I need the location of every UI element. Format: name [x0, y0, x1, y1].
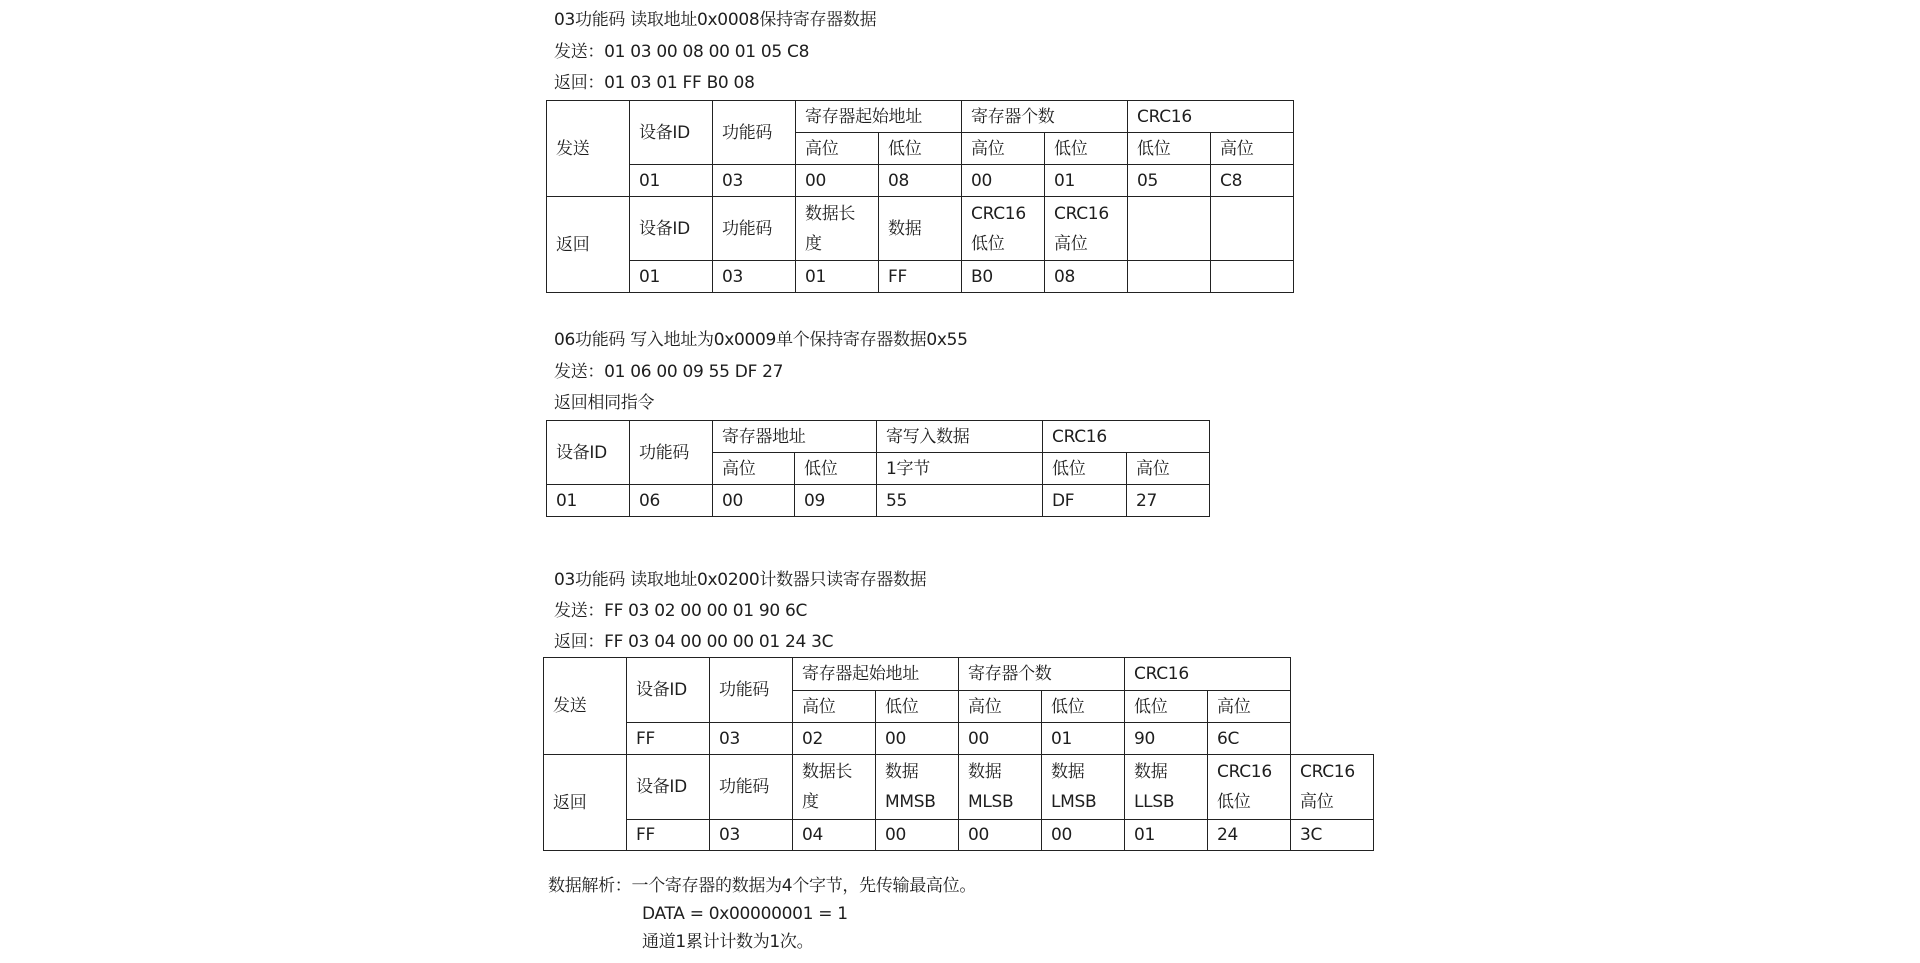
return-header-data-llsb: [1125, 755, 1208, 820]
send-value: 01: [1045, 165, 1128, 197]
return-value: 03: [713, 261, 796, 293]
return-value: 08: [1045, 261, 1128, 293]
subheader-low: 低位: [1043, 453, 1127, 485]
return-header-data-mmsb: [876, 755, 959, 820]
header-line: 低位: [1217, 792, 1251, 812]
return-header-device-id: 设备ID: [630, 197, 713, 261]
section2-send-line: 发送：01 06 00 09 55 DF 27: [554, 362, 784, 382]
header-device-id: 设备ID: [547, 421, 630, 485]
return-value: FF: [879, 261, 962, 293]
subheader-high: 高位: [713, 453, 795, 485]
header-line: CRC16: [971, 203, 1026, 224]
send-value: 03: [710, 723, 793, 755]
send-value: FF: [627, 723, 710, 755]
return-header-crc-high: [1291, 755, 1374, 820]
header-line: 低位: [971, 233, 1005, 254]
return-value: FF: [627, 820, 710, 851]
header-function-code: 功能码: [713, 101, 796, 165]
subheader-one-byte: 1字节: [877, 453, 1043, 485]
header-register-count: 寄存器个数: [959, 658, 1125, 691]
subheader-low: 低位: [1042, 691, 1125, 723]
header-line: 高位: [1300, 792, 1334, 812]
return-value: 00: [876, 820, 959, 851]
header-device-id: 设备ID: [627, 658, 710, 723]
header-line: CRC16: [1300, 762, 1355, 782]
send-value: 05: [1128, 165, 1211, 197]
return-header-data-lmsb: [1042, 755, 1125, 820]
empty-cell: [1128, 197, 1211, 261]
subheader-low: 低位: [876, 691, 959, 723]
send-label: 发送: [547, 101, 630, 197]
header-crc16: CRC16: [1043, 421, 1210, 453]
empty-space: [1291, 658, 1374, 755]
header-line: 数据长: [802, 762, 853, 782]
header-line: 数据: [1134, 762, 1168, 782]
analysis-label: 数据解析：: [548, 876, 632, 896]
subheader-high: 高位: [1208, 691, 1291, 723]
return-label: 返回: [544, 755, 627, 851]
header-crc16: CRC16: [1125, 658, 1291, 691]
section3-title: 03功能码 读取地址0x0200计数器只读寄存器数据: [554, 570, 927, 590]
subheader-low: 低位: [1125, 691, 1208, 723]
return-value: 04: [793, 820, 876, 851]
send-value: 6C: [1208, 723, 1291, 755]
subheader-high: 高位: [962, 133, 1045, 165]
send-label: 发送: [544, 658, 627, 755]
send-value: 08: [879, 165, 962, 197]
header-line: CRC16: [1054, 203, 1109, 224]
return-value: 00: [959, 820, 1042, 851]
send-value: 00: [962, 165, 1045, 197]
subheader-high: 高位: [796, 133, 879, 165]
header-line: 数据: [1051, 762, 1085, 782]
return-header-crc-low: [962, 197, 1045, 261]
header-start-address: 寄存器起始地址: [793, 658, 959, 691]
section2-return-line: 返回相同指令: [554, 393, 655, 413]
send-value: 90: [1125, 723, 1208, 755]
subheader-low: 低位: [1128, 133, 1211, 165]
header-register-count: 寄存器个数: [962, 101, 1128, 133]
empty-cell: [1211, 197, 1294, 261]
header-line: 度: [802, 792, 819, 812]
subheader-high: 高位: [793, 691, 876, 723]
header-device-id: 设备ID: [630, 101, 713, 165]
send-value: 01: [630, 165, 713, 197]
send-value: 00: [796, 165, 879, 197]
value: 06: [630, 485, 713, 517]
header-line: LLSB: [1134, 792, 1175, 812]
value: 55: [877, 485, 1043, 517]
empty-cell: [1128, 261, 1211, 293]
return-header-device-id: 设备ID: [627, 755, 710, 820]
header-function-code: 功能码: [710, 658, 793, 723]
return-value: 03: [710, 820, 793, 851]
analysis-line-2: DATA = 0x00000001 = 1: [642, 904, 848, 924]
return-header-data-mlsb: [959, 755, 1042, 820]
send-value: C8: [1211, 165, 1294, 197]
analysis-line-3: 通道1累计计数为1次。: [642, 932, 814, 952]
header-line: 数据: [885, 762, 919, 782]
send-value: 00: [959, 723, 1042, 755]
return-value: 3C: [1291, 820, 1374, 851]
value: 09: [795, 485, 877, 517]
return-value: 01: [796, 261, 879, 293]
header-function-code: 功能码: [630, 421, 713, 485]
header-start-address: 寄存器起始地址: [796, 101, 962, 133]
value: 27: [1127, 485, 1210, 517]
header-crc16: CRC16: [1128, 101, 1294, 133]
return-header-function-code: 功能码: [710, 755, 793, 820]
return-value: 24: [1208, 820, 1291, 851]
return-label: 返回: [547, 197, 630, 293]
empty-cell: [1211, 261, 1294, 293]
header-write-data: 寄写入数据: [877, 421, 1043, 453]
subheader-low: 低位: [879, 133, 962, 165]
value: 01: [547, 485, 630, 517]
subheader-high: 高位: [959, 691, 1042, 723]
header-register-address: 寄存器地址: [713, 421, 877, 453]
section1-send-line: 发送：01 03 00 08 00 01 05 C8: [554, 42, 810, 62]
header-line: MLSB: [968, 792, 1014, 812]
return-header-data-length: [796, 197, 879, 261]
send-value: 00: [876, 723, 959, 755]
return-header-data-length: [793, 755, 876, 820]
section3-table: [543, 657, 1374, 851]
send-value: 03: [713, 165, 796, 197]
send-value: 01: [1042, 723, 1125, 755]
value: DF: [1043, 485, 1127, 517]
return-header-crc-low: [1208, 755, 1291, 820]
return-value: B0: [962, 261, 1045, 293]
section2-table: [546, 420, 1210, 517]
header-line: CRC16: [1217, 762, 1272, 782]
header-line: 数据: [968, 762, 1002, 782]
send-value: 02: [793, 723, 876, 755]
analysis-line-1: 一个寄存器的数据为4个字节，先传输最高位。: [631, 876, 977, 896]
section1-title: 03功能码 读取地址0x0008保持寄存器数据: [554, 10, 877, 30]
section1-table: [546, 100, 1294, 293]
return-header-crc-high: [1045, 197, 1128, 261]
subheader-low: 低位: [795, 453, 877, 485]
subheader-high: 高位: [1127, 453, 1210, 485]
data-analysis: [548, 872, 976, 956]
section1-return-line: 返回：01 03 01 FF B0 08: [554, 73, 755, 93]
return-header-function-code: 功能码: [713, 197, 796, 261]
section3-return-line: 返回：FF 03 04 00 00 00 01 24 3C: [554, 632, 834, 652]
header-line: 数据长: [805, 203, 856, 224]
header-line: 度: [805, 233, 822, 254]
return-value: 00: [1042, 820, 1125, 851]
section2-title: 06功能码 写入地址为0x0009单个保持寄存器数据0x55: [554, 330, 968, 350]
header-line: MMSB: [885, 792, 936, 812]
section3-send-line: 发送：FF 03 02 00 00 01 90 6C: [554, 601, 808, 621]
subheader-high: 高位: [1211, 133, 1294, 165]
header-line: LMSB: [1051, 792, 1097, 812]
header-line: 高位: [1054, 233, 1088, 254]
return-value: 01: [630, 261, 713, 293]
return-header-data: 数据: [879, 197, 962, 261]
return-value: 01: [1125, 820, 1208, 851]
subheader-low: 低位: [1045, 133, 1128, 165]
value: 00: [713, 485, 795, 517]
